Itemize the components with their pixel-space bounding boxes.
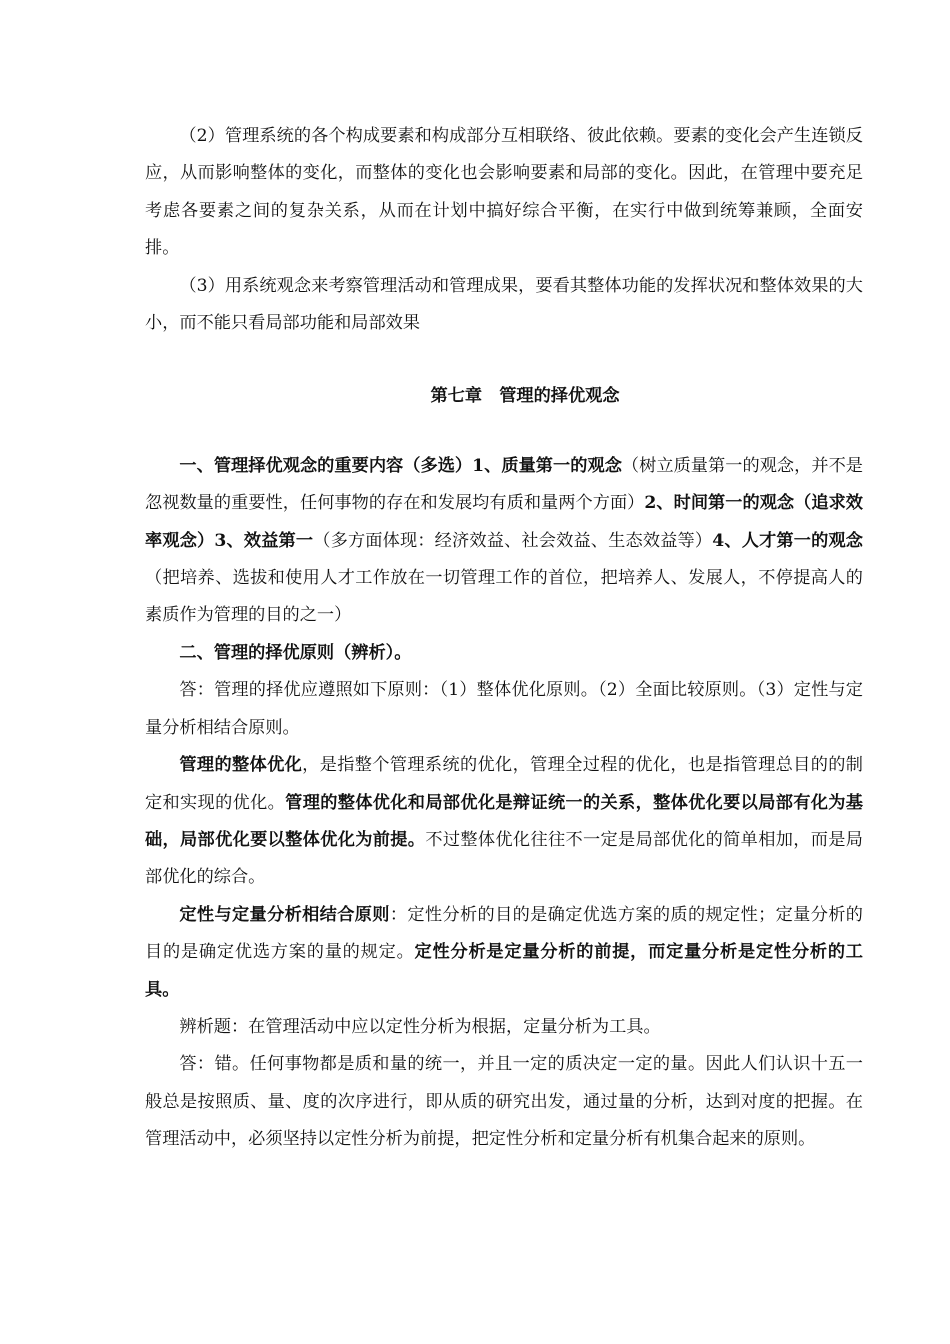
paragraph-optimization-concepts [145,448,863,635]
bold-text: 管理的整体优化和局部优化是辩证统一的关系，整体优化要以局部有化为基础，局部优化要以整体优化为前提。 [145,792,863,850]
paragraph-overall-optimization [145,747,863,897]
paragraph-system-interdependence: （2）管理系统的各个构成要素和构成部分互相联络、彼此依赖。要素的变化会产生连锁反应，从而影响整体的变化，而整体的变化也会影响要素和局部的变化。因此，在管理中要充足考虑各要素之间的复杂关系，从而在计划中搞好综合平衡，在实行中做到统筹兼顾，全面安排。 [145,126,863,259]
spacer [145,342,863,378]
document-page [145,118,863,1159]
spacer [145,416,863,448]
plain-text: （多方面体现：经济效益、社会效益、生态效益等） [313,530,713,551]
paragraph-answer-principles: 答：管理的择优应遵照如下原则：（1）整体优化原则。（2）全面比较原则。（3）定性与定量分析相结合原则。 [145,680,863,738]
paragraph-qualitative-quantitative [145,897,863,1009]
paragraph-discussion-answer: 答：错。任何事物都是质和量的统一，并且一定的质决定一定的量。因此人们认识十五一般总是按照质、量、度的次序进行，即从质的研究出发，通过量的分析，达到对度的把握。在管理活动中，必须坚持以定性分析为前提，把定性分析和定量分析有机集合起来的原则。 [145,1054,863,1150]
bold-text: 管理的整体优化 [179,755,303,776]
bold-text: 定性分析是定量分析的前提，而定量分析是定性分析的工具。 [145,942,863,1000]
plain-text: ：定性分析的目的是确定优选方案的质的规定性；定量分析的目的是确定优选方案的量的规定。 [145,904,863,963]
bold-text: 一、管理择优观念的重要内容（多选）1、质量第一的观念 [179,455,622,476]
paragraph-system-evaluation: （3）用系统观念来考察管理活动和管理成果，要看其整体功能的发挥状况和整体效果的大小，而不能只看局部功能和局部效果 [145,275,863,334]
bold-text: 二、管理的择优原则（辨析）。 [179,642,412,663]
plain-text: （树立质量第一的观念，并不是忽视数量的重要性，任何事物的存在和发展均有质和量两个方面） [145,455,863,514]
section-heading-principles [145,635,863,672]
plain-text: ，是指整个管理系统的优化，管理全过程的优化，也是指管理总目的的制定和实现的优化。 [145,755,863,813]
plain-text: 不过整体优化往往不一定是局部优化的简单相加，而是局部优化的综合。 [145,829,863,888]
paragraph-discussion-question: 辨析题：在管理活动中应以定性分析为根据，定量分析为工具。 [179,1016,661,1037]
plain-text: （把培养、选拔和使用人才工作放在一切管理工作的首位，把培养人、发展人，不停提高人的素质作为管理的目的之一） [145,568,863,626]
chapter-title: 第七章 管理的择优观念 [430,386,620,407]
bold-text: 定性与定量分析相结合原则 [179,904,390,925]
bold-text: 4、人才第一的观念 [712,530,863,551]
bold-text: 2、时间第一的观念（追求效率观念）3、效益第一 [145,493,863,551]
